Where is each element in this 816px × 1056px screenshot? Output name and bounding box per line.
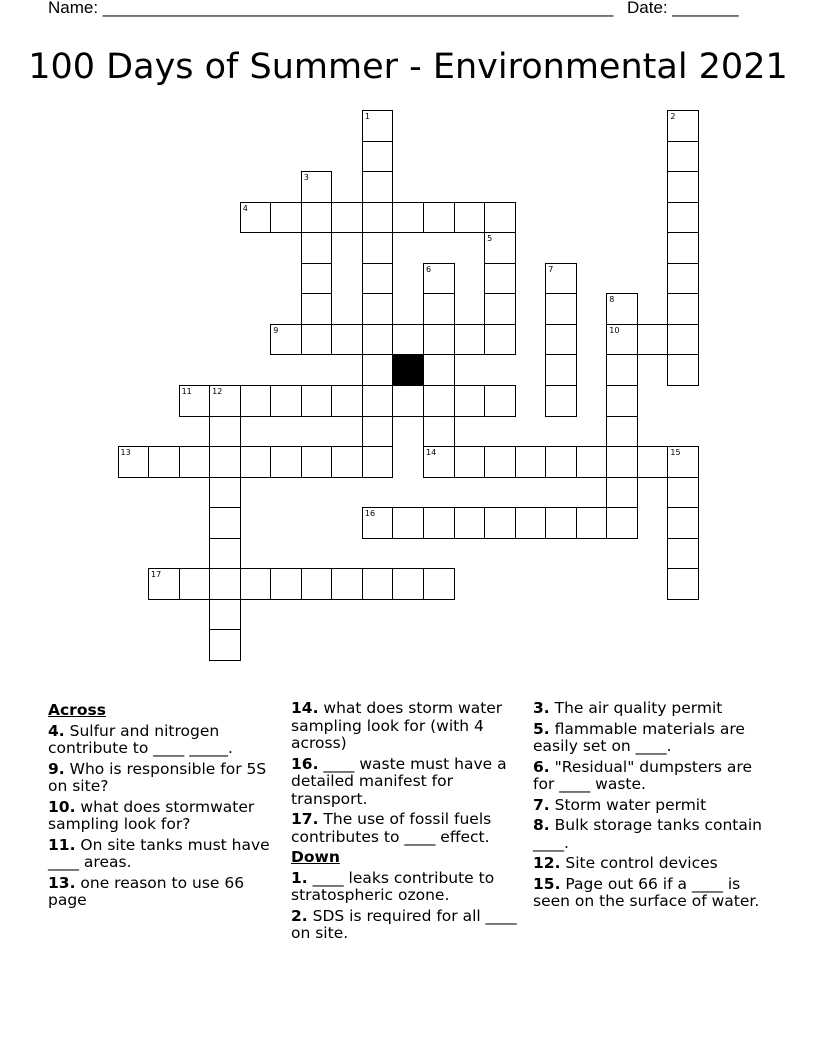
grid-cell[interactable]: [179, 385, 211, 417]
clue-number-label: 15.: [533, 874, 561, 893]
clue-text: The air quality permit: [549, 699, 723, 717]
grid-cell[interactable]: [179, 446, 211, 478]
grid-cell[interactable]: [301, 293, 333, 325]
grid-cell[interactable]: [209, 599, 241, 631]
clue-number: 10: [609, 325, 620, 335]
grid-cell[interactable]: [454, 324, 486, 356]
grid-cell[interactable]: [240, 202, 272, 234]
grid-cell[interactable]: [576, 446, 608, 478]
grid-cell[interactable]: [301, 446, 333, 478]
across-heading: Across: [48, 701, 106, 719]
grid-cell[interactable]: [362, 385, 394, 417]
grid-cell[interactable]: [301, 232, 333, 264]
grid-cell[interactable]: [301, 202, 333, 234]
clue-text: one reason to use 66 page: [48, 873, 245, 909]
clue-number-label: 7.: [533, 795, 550, 814]
grid-cell[interactable]: [454, 385, 486, 417]
clue-item: [533, 855, 765, 873]
grid-cell[interactable]: [240, 568, 272, 600]
clue-number-label: 6.: [533, 757, 550, 776]
grid-cell[interactable]: [667, 477, 699, 509]
grid-cell[interactable]: [423, 446, 455, 478]
clue-number: 13: [120, 448, 131, 458]
grid-cell[interactable]: [362, 324, 394, 356]
grid-cell[interactable]: [606, 385, 638, 417]
clue-text: On site tanks must have ____ areas.: [48, 835, 270, 871]
page-title: 100 Days of Summer - Environmental 2021: [28, 47, 788, 87]
grid-cell[interactable]: [209, 568, 241, 600]
clue-number-label: 2.: [291, 906, 308, 925]
clue-number-label: 8.: [533, 816, 550, 834]
down-clue-list-continued: [533, 700, 765, 911]
clue-number-label: 16.: [291, 754, 319, 773]
down-clue-list: [291, 870, 523, 943]
clue-number-label: 3.: [533, 699, 550, 717]
grid-cell[interactable]: [362, 354, 394, 386]
clue-item: [48, 837, 280, 872]
grid-cell[interactable]: [148, 568, 180, 600]
clue-text: SDS is required for all ____ on site.: [291, 906, 517, 942]
clue-item: [533, 817, 765, 852]
grid-cell[interactable]: [209, 477, 241, 509]
grid-cell[interactable]: [545, 354, 577, 386]
clue-number: 9: [273, 325, 279, 335]
clue-item: [533, 759, 765, 794]
grid-cell[interactable]: [209, 446, 241, 478]
clue-item: [291, 870, 523, 905]
clue-number-label: 9.: [48, 759, 65, 778]
clue-number-label: 1.: [291, 868, 308, 887]
clue-text: Who is responsible for 5S on site?: [48, 759, 267, 795]
clue-text: The use of fossil fuels contributes to ____ effect.: [291, 810, 492, 846]
grid-cell[interactable]: [240, 446, 272, 478]
clue-number: 1: [364, 112, 370, 121]
grid-cell[interactable]: [576, 507, 608, 539]
clue-text: ____ waste must have a detailed manifest for transport.: [291, 754, 507, 808]
clue-column-1: [48, 700, 280, 913]
grid-cell[interactable]: [423, 263, 455, 295]
grid-cell[interactable]: [423, 293, 455, 325]
grid-cell[interactable]: [270, 324, 302, 356]
grid-cell[interactable]: [301, 171, 333, 203]
clue-item: [291, 700, 523, 753]
clue-number: 7: [548, 264, 554, 274]
clue-text: Bulk storage tanks contain ____.: [533, 816, 763, 852]
grid-cell[interactable]: [667, 446, 699, 478]
clue-item: [291, 811, 523, 846]
grid-cell[interactable]: [301, 263, 333, 295]
clue-item: [48, 723, 280, 758]
grid-cell[interactable]: [545, 293, 577, 325]
clue-number: 17: [151, 570, 162, 580]
grid-cell[interactable]: [423, 202, 455, 234]
grid-cell[interactable]: [270, 385, 302, 417]
grid-cell[interactable]: [270, 568, 302, 600]
clue-number: 14: [426, 448, 437, 458]
grid-cell[interactable]: [606, 293, 638, 325]
clue-item: [533, 700, 765, 718]
clue-number: 4: [242, 203, 248, 213]
grid-cell[interactable]: [454, 202, 486, 234]
grid-cell[interactable]: [362, 446, 394, 478]
grid-cell[interactable]: [637, 324, 669, 356]
grid-cell[interactable]: [667, 171, 699, 203]
clue-number: 15: [670, 448, 681, 458]
grid-cell[interactable]: [423, 416, 455, 448]
down-heading: Down: [291, 848, 340, 866]
grid-cell[interactable]: [667, 110, 699, 142]
clue-text: Page out 66 if a ____ is seen on the surface of water.: [533, 874, 760, 910]
clue-number: 3: [303, 173, 309, 183]
grid-cell[interactable]: [545, 324, 577, 356]
grid-cell[interactable]: [606, 446, 638, 478]
grid-cell[interactable]: [362, 110, 394, 142]
grid-cell[interactable]: [606, 354, 638, 386]
grid-cell[interactable]: [362, 568, 394, 600]
grid-cell[interactable]: [362, 202, 394, 234]
grid-cell[interactable]: [392, 385, 424, 417]
grid-cell[interactable]: [179, 568, 211, 600]
grid-cell[interactable]: [606, 477, 638, 509]
grid-cell[interactable]: [209, 385, 241, 417]
across-clue-list: [48, 723, 280, 910]
grid-cell[interactable]: [667, 293, 699, 325]
grid-cell[interactable]: [545, 446, 577, 478]
grid-cell[interactable]: [209, 507, 241, 539]
clue-item: [48, 761, 280, 796]
grid-cell[interactable]: [331, 385, 363, 417]
clue-column-3: [533, 700, 765, 914]
grid-cell[interactable]: [667, 354, 699, 386]
clue-number-label: 13.: [48, 873, 76, 892]
grid-cell[interactable]: [423, 507, 455, 539]
grid-cell[interactable]: [667, 232, 699, 264]
clue-number: 2: [670, 112, 676, 121]
grid-cell[interactable]: [392, 202, 424, 234]
clue-text: Site control devices: [560, 854, 718, 872]
grid-cell[interactable]: [301, 385, 333, 417]
grid-cell[interactable]: [484, 202, 516, 234]
clue-item: [533, 797, 765, 815]
grid-cell[interactable]: [484, 263, 516, 295]
clue-number: 6: [426, 264, 432, 274]
grid-cell[interactable]: [515, 507, 547, 539]
grid-cell[interactable]: [423, 568, 455, 600]
clue-text: flammable materials are easily set on ____.: [533, 719, 745, 755]
grid-cell[interactable]: [606, 416, 638, 448]
clue-item: [48, 875, 280, 910]
grid-cell[interactable]: [392, 568, 424, 600]
grid-cell[interactable]: [209, 416, 241, 448]
grid-cell[interactable]: [667, 141, 699, 173]
grid-cell[interactable]: [209, 538, 241, 570]
clue-number: 16: [364, 509, 376, 519]
clue-number-label: 17.: [291, 810, 319, 828]
clue-item: [48, 799, 280, 834]
grid-cell[interactable]: [270, 446, 302, 478]
grid-cell[interactable]: [362, 416, 394, 448]
clue-number-label: 10.: [48, 797, 76, 816]
grid-cell[interactable]: [484, 507, 516, 539]
clue-number-label: 14.: [291, 699, 319, 717]
clue-number-label: 11.: [48, 835, 76, 854]
grid-cell[interactable]: [331, 202, 363, 234]
clue-number: 11: [181, 386, 192, 396]
black-square: [392, 354, 424, 386]
grid-cell[interactable]: [484, 232, 516, 264]
grid-cell[interactable]: [545, 385, 577, 417]
grid-cell[interactable]: [484, 385, 516, 417]
clue-text: "Residual" dumpsters are for ____ waste.: [533, 757, 752, 793]
across-clue-list-continued: [291, 700, 523, 846]
clue-item: [533, 876, 765, 911]
grid-cell[interactable]: [667, 202, 699, 234]
grid-cell[interactable]: [331, 324, 363, 356]
clue-column-2: [291, 700, 523, 946]
grid-cell[interactable]: [362, 293, 394, 325]
grid-cell[interactable]: [270, 202, 302, 234]
clue-number-label: 4.: [48, 721, 65, 740]
grid-cell[interactable]: [667, 538, 699, 570]
grid-cell[interactable]: [667, 324, 699, 356]
grid-cell[interactable]: [392, 324, 424, 356]
grid-cell[interactable]: [240, 385, 272, 417]
grid-cell[interactable]: [606, 507, 638, 539]
grid-cell[interactable]: [423, 354, 455, 386]
clue-number: 12: [212, 386, 223, 396]
grid-cell[interactable]: [331, 568, 363, 600]
grid-cell[interactable]: [209, 629, 241, 661]
grid-cell[interactable]: [484, 293, 516, 325]
grid-cell[interactable]: [545, 263, 577, 295]
grid-cell[interactable]: [362, 507, 394, 539]
grid-cell[interactable]: [667, 568, 699, 600]
grid-cell[interactable]: [362, 263, 394, 295]
clue-item: [291, 756, 523, 809]
grid-cell[interactable]: [454, 446, 486, 478]
grid-cell[interactable]: [362, 141, 394, 173]
grid-cell[interactable]: [331, 446, 363, 478]
clue-number: 5: [487, 234, 493, 244]
clue-item: [533, 721, 765, 756]
grid-cell[interactable]: [667, 507, 699, 539]
clue-number: 8: [609, 295, 615, 305]
grid-cell[interactable]: [423, 385, 455, 417]
grid-cell[interactable]: [484, 324, 516, 356]
clue-text: what does storm water sampling look for (with 4 across): [291, 699, 503, 752]
clue-text: what does stormwater sampling look for?: [48, 797, 255, 833]
clue-number-label: 12.: [533, 854, 561, 872]
grid-cell[interactable]: [637, 446, 669, 478]
grid-cell[interactable]: [484, 446, 516, 478]
grid-cell[interactable]: [301, 324, 333, 356]
clue-text: ____ leaks contribute to stratospheric ozone.: [291, 868, 495, 904]
grid-cell[interactable]: [362, 171, 394, 203]
grid-cell[interactable]: [545, 507, 577, 539]
grid-cell[interactable]: [118, 446, 150, 478]
grid-cell[interactable]: [301, 568, 333, 600]
grid-cell[interactable]: [515, 446, 547, 478]
grid-cell[interactable]: [423, 324, 455, 356]
date-field-label: Date: _______: [627, 0, 739, 17]
clue-number-label: 5.: [533, 719, 550, 738]
grid-cell[interactable]: [667, 263, 699, 295]
clue-text: Storm water permit: [549, 795, 707, 814]
grid-cell[interactable]: [606, 324, 638, 356]
grid-cell[interactable]: [454, 507, 486, 539]
clue-text: Sulfur and nitrogen contribute to ____ _____.: [48, 721, 233, 757]
name-field-label: Name: ______________________________________________________: [48, 0, 614, 17]
clue-item: [291, 908, 523, 943]
grid-cell[interactable]: [392, 507, 424, 539]
grid-cell[interactable]: [148, 446, 180, 478]
grid-cell[interactable]: [362, 232, 394, 264]
